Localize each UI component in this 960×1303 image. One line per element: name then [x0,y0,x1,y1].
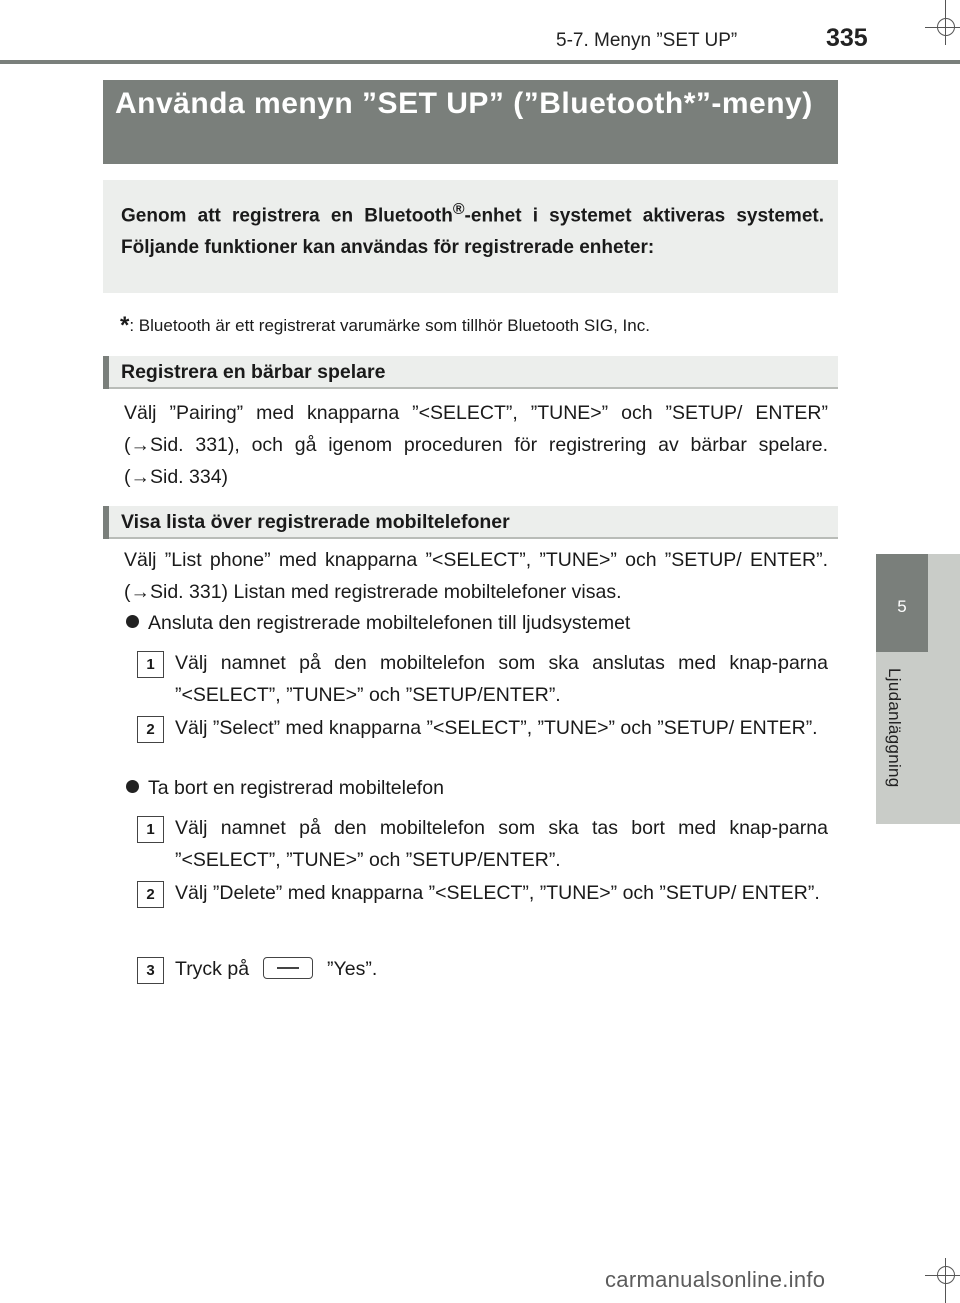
step-number: 1 [137,816,164,843]
section-list-phones-text: Välj ”List phone” med knapparna ”<SELECT”, ”TUNE>” och ”SETUP/ ENTER”. (→Sid. 331) Listan med registrerade mobiltelefoner visas. [124,549,828,603]
step-number: 2 [137,716,164,743]
phone-hang-up-button-icon [263,957,313,979]
bullet-item-delete: Ta bort en registrerad mobiltelefon [126,777,444,800]
chapter-number: 5 [897,597,907,616]
page-title: Använda menyn ”SET UP” (”Bluetooth*”-meny) [115,87,813,120]
watermark: carmanualsonline.info [605,1267,826,1292]
arrow-icon: → [130,434,150,456]
section-heading-bar [103,356,109,389]
running-header-section: 5-7. Menyn ”SET UP” [556,30,738,51]
registered-mark: ® [452,201,465,218]
footnote-text: : Bluetooth är ett registrerat varumärke som tillhör Bluetooth SIG, Inc. [129,316,650,335]
page-number: 335 [826,24,868,52]
step-text: Välj ”Select” med knapparna ”<SELECT”, ”TUNE>” och ”SETUP/ ENTER”. [175,717,818,739]
section-heading-list-phones: Visa lista över registrerade mobiltelefoner [121,511,510,533]
step-number: 2 [137,881,164,908]
bullet-item-connect: Ansluta den registrerade mobiltelefonen till ljudsystemet [126,612,630,635]
step-text: Välj namnet på den mobiltelefon som ska tas bort med knap-parna ”<SELECT”, ”TUNE>” och ”SETUP/ENTER”. [175,817,828,871]
step-text: Tryck på ”Yes”. [175,958,378,980]
crop-mark-bottom-circle [937,1266,955,1284]
footnote-star: * [120,312,130,339]
section-register-player-text: Välj ”Pairing” med knapparna ”<SELECT”, ”TUNE>” och ”SETUP/ ENTER” (→Sid. 331), och gå igenom proceduren för registrering av bärbar spelare. (→Sid. 334) [124,402,828,488]
step-text: Välj ”Delete” med knapparna ”<SELECT”, ”TUNE>” och ”SETUP/ ENTER”. [175,882,820,904]
intro-text: Genom att registrera en Bluetooth®-enhet i systemet aktiveras systemet. Följande funktioner kan användas för registrerade enheter: [121,201,824,259]
crop-mark-top-circle [937,18,955,36]
step-number: 3 [137,957,164,984]
step-text: Välj namnet på den mobiltelefon som ska anslutas med knap-parna ”<SELECT”, ”TUNE>” och ”SETUP/ENTER”. [175,652,828,706]
section-heading-bar [103,506,109,539]
arrow-icon: → [130,466,150,488]
step-number: 1 [137,651,164,678]
bullet-icon [126,615,139,628]
bullet-icon [126,780,139,793]
arrow-icon: → [130,581,150,603]
chapter-label: Ljudanläggning [885,668,904,788]
header-rule [0,60,960,64]
footnote [120,312,650,340]
section-heading-register-player: Registrera en bärbar spelare [121,361,386,383]
